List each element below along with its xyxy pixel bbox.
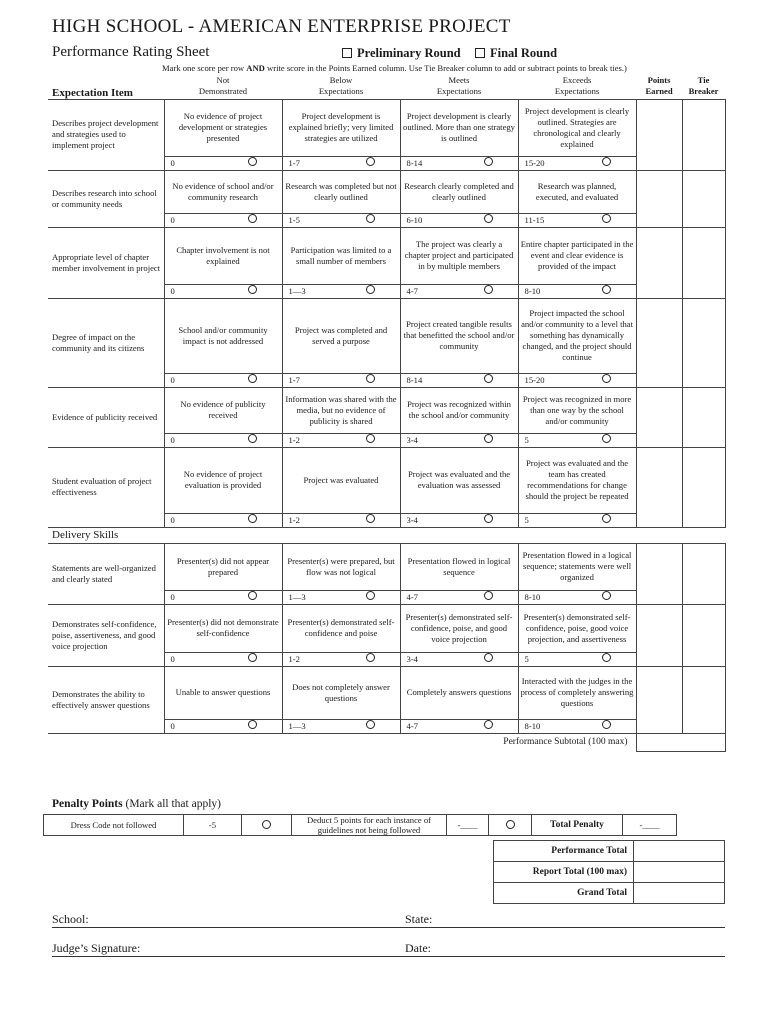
score-radio[interactable] [459,156,518,170]
score-radio[interactable] [577,213,636,227]
report-total-label: Report Total (100 max) [494,862,634,883]
rating-row [48,170,725,213]
level-description: Project created tangible results that benefitted the school and/or community [400,298,518,373]
level-description: Project impacted the school and/or community to a level that something has dynamically changed, and the project should continue [518,298,636,373]
score-radio[interactable] [341,156,400,170]
score-range: 0 [164,433,223,447]
school-line[interactable] [52,927,725,928]
score-range: 6-10 [400,213,459,227]
level-description: School and/or community impact is not addressed [164,298,282,373]
total-penalty-blank[interactable]: -____ [623,815,677,836]
level-description: Presenter(s) demonstrated self-confidence and poise [282,604,400,652]
level-description: Participation was limited to a small number of members [282,227,400,284]
score-range: 4-7 [400,590,459,604]
radio-circle-icon [248,434,257,443]
radio-circle-icon [262,820,271,829]
level-description: Interacted with the judges in the process of completely answering questions [518,666,636,719]
radio-circle-icon [484,653,493,662]
score-radio[interactable] [341,373,400,387]
checkbox-icon [475,48,485,58]
penalty-title: Penalty Points (Mark all that apply) [52,798,221,810]
radio-circle-icon [484,374,493,383]
radio-circle-icon [602,214,611,223]
state-label: State: [405,912,433,926]
header-meets-expectations: Meets Expectations [436,74,482,96]
score-range: 5 [518,513,577,527]
tie-breaker-cell[interactable] [682,227,725,298]
tie-breaker-cell[interactable] [682,387,725,447]
radio-circle-icon [602,653,611,662]
score-radio[interactable] [223,719,282,733]
penalty-table [43,814,677,836]
score-range: 0 [164,652,223,666]
radio-circle-icon [602,434,611,443]
radio-circle-icon [484,214,493,223]
date-label: Date: [405,941,431,955]
level-description: Completely answers questions [400,666,518,719]
radio-circle-icon [248,653,257,662]
penalty-guidelines-blank[interactable]: -____ [447,815,489,836]
penalty-dress-code-radio[interactable] [242,815,292,836]
score-range: 3-4 [400,652,459,666]
radio-circle-icon [484,720,493,729]
score-radio[interactable] [577,284,636,298]
score-range: 11-15 [518,213,577,227]
score-radio[interactable] [459,284,518,298]
score-range: 1—3 [282,590,341,604]
radio-circle-icon [248,591,257,600]
radio-circle-icon [248,157,257,166]
score-range: 3-4 [400,433,459,447]
points-earned-cell[interactable] [636,298,682,387]
score-radio[interactable] [341,433,400,447]
score-radio[interactable] [577,433,636,447]
score-range: 4-7 [400,284,459,298]
level-description: No evidence of school and/or community research [164,170,282,213]
radio-circle-icon [248,720,257,729]
radio-circle-icon [366,653,375,662]
radio-circle-icon [366,720,375,729]
score-radio[interactable] [577,156,636,170]
score-radio[interactable] [223,213,282,227]
level-description: Presenter(s) were prepared, but flow was not logical [282,543,400,590]
score-range: 1-7 [282,156,341,170]
expectation-item: Evidence of publicity received [48,387,164,447]
radio-circle-icon [248,374,257,383]
level-description: Presenter(s) did not appear prepared [164,543,282,590]
level-description: Project was evaluated [282,447,400,513]
score-radio[interactable] [577,373,636,387]
radio-circle-icon [366,285,375,294]
points-earned-cell[interactable] [636,227,682,298]
radio-circle-icon [484,514,493,523]
score-range: 1—3 [282,284,341,298]
radio-circle-icon [484,434,493,443]
radio-circle-icon [602,591,611,600]
grand-total-label: Grand Total [494,883,634,904]
page-title: HIGH SCHOOL - AMERICAN ENTERPRISE PROJECT [52,16,511,37]
level-description: No evidence of project evaluation is provided [164,447,282,513]
level-description: No evidence of publicity received [164,387,282,433]
header-tie-breaker: Tie Breaker [688,74,719,96]
level-description: Research was completed but not clearly outlined [282,170,400,213]
score-range: 0 [164,213,223,227]
tie-breaker-cell[interactable] [682,447,725,527]
expectation-item: Statements are well-organized and clearly stated [48,543,164,604]
radio-circle-icon [602,157,611,166]
radio-circle-icon [366,514,375,523]
level-description: Research was planned, executed, and evaluated [518,170,636,213]
score-range: 3-4 [400,513,459,527]
radio-circle-icon [602,374,611,383]
score-range: 1-2 [282,652,341,666]
score-range: 1-2 [282,513,341,527]
score-radio[interactable] [577,513,636,527]
radio-circle-icon [248,285,257,294]
score-radio[interactable] [223,156,282,170]
score-range: 1-5 [282,213,341,227]
level-description: Project development is clearly outlined. Strategies are chronological and clearly explained [518,99,636,156]
expectation-item: Describes project development and strategies used to implement project [48,99,164,170]
rating-row [48,387,725,433]
score-range: 0 [164,373,223,387]
score-radio[interactable] [223,373,282,387]
radio-circle-icon [602,720,611,729]
level-description: Project was evaluated and the team has created recommendations for change should the project be repeated [518,447,636,513]
score-range: 4-7 [400,719,459,733]
score-radio[interactable] [459,513,518,527]
level-description: Project development is explained briefly; very limited strategies are utilized [282,99,400,156]
final-round-checkbox[interactable]: Final Round [475,46,557,61]
points-earned-cell[interactable] [636,604,682,666]
header-expectation-item: Expectation Item [52,86,133,99]
rating-row [48,227,725,284]
score-range: 0 [164,156,223,170]
header-exceeds-expectations: Exceeds Expectations [554,74,600,96]
radio-circle-icon [366,591,375,600]
level-description: Does not completely answer questions [282,666,400,719]
level-description: Unable to answer questions [164,666,282,719]
rating-row [48,604,725,652]
totals-table [493,840,725,904]
score-radio[interactable] [459,652,518,666]
score-range: 0 [164,719,223,733]
rating-table [48,73,726,752]
points-earned-cell[interactable] [636,447,682,527]
level-description: Chapter involvement is not explained [164,227,282,284]
radio-circle-icon [484,157,493,166]
instructions: Mark one score per row AND write score in the Points Earned column. Use Tie Breaker column to add or subtract points to break ties.) [162,63,627,73]
score-radio[interactable] [341,513,400,527]
points-earned-cell[interactable] [636,666,682,733]
score-radio[interactable] [459,373,518,387]
rating-row [48,99,725,156]
radio-circle-icon [484,285,493,294]
score-range: 8-14 [400,156,459,170]
score-radio[interactable] [341,213,400,227]
penalty-dress-code-points: -5 [184,815,242,836]
report-total-value[interactable] [634,862,725,883]
radio-circle-icon [602,514,611,523]
tie-breaker-cell[interactable] [682,99,725,170]
expectation-item: Demonstrates the ability to effectively answer questions [48,666,164,733]
points-earned-cell[interactable] [636,387,682,447]
radio-circle-icon [484,591,493,600]
score-radio[interactable] [223,513,282,527]
level-description: Presenter(s) did not demonstrate self-confidence [164,604,282,652]
tie-breaker-cell[interactable] [682,604,725,666]
expectation-item: Demonstrates self-confidence, poise, assertiveness, and good voice projection [48,604,164,666]
level-description: Entire chapter participated in the event and clear evidence is provided of the impact [518,227,636,284]
sheet-subtitle: Performance Rating Sheet [52,44,210,60]
header-points-earned: Points Earned [645,74,673,96]
score-radio[interactable] [459,433,518,447]
rating-row [48,298,725,373]
level-description: Presenter(s) demonstrated self-confidence, poise, and good voice projection [400,604,518,652]
level-description: Project was recognized within the school and/or community [400,387,518,433]
radio-circle-icon [602,285,611,294]
tie-breaker-cell[interactable] [682,170,725,227]
score-radio[interactable] [223,284,282,298]
penalty-guidelines-radio[interactable] [489,815,532,836]
rating-row [48,666,725,719]
grand-total-value[interactable] [634,883,725,904]
score-range: 0 [164,284,223,298]
score-range: 15-20 [518,156,577,170]
tie-breaker-cell[interactable] [682,298,725,387]
score-range: 8-10 [518,590,577,604]
radio-circle-icon [248,214,257,223]
score-range: 1-7 [282,373,341,387]
header-not-demonstrated: Not Demonstrated [198,74,248,96]
section-title: Delivery Skills [48,527,725,543]
score-radio[interactable] [223,590,282,604]
expectation-item: Degree of impact on the community and its citizens [48,298,164,387]
header-below-expectations: Below Expectations [318,74,364,96]
level-description: Project was evaluated and the evaluation was assessed [400,447,518,513]
performance-subtotal-label: Performance Subtotal (100 max) [48,733,636,751]
score-range: 0 [164,513,223,527]
tie-breaker-cell[interactable] [682,666,725,733]
preliminary-round-checkbox[interactable]: Preliminary Round [342,46,461,61]
score-radio[interactable] [223,433,282,447]
radio-circle-icon [366,434,375,443]
score-range: 5 [518,433,577,447]
expectation-item: Appropriate level of chapter member involvement in project [48,227,164,298]
school-label: School: [52,912,89,926]
performance-total-label: Performance Total [494,841,634,862]
score-range: 1-2 [282,433,341,447]
performance-subtotal-value[interactable] [636,733,725,751]
penalty-guidelines: Deduct 5 points for each instance of guidelines not being followed [292,815,447,836]
radio-circle-icon [248,514,257,523]
signature-line[interactable] [52,956,725,957]
level-description: Project development is clearly outlined. More than one strategy is outlined [400,99,518,156]
radio-circle-icon [366,214,375,223]
level-description: Project was recognized in more than one way by the school and/or community [518,387,636,433]
judge-signature-label: Judge’s Signature: [52,941,141,955]
score-range: 15-20 [518,373,577,387]
score-range: 0 [164,590,223,604]
score-radio[interactable] [459,719,518,733]
level-description: Project was completed and served a purpose [282,298,400,373]
level-description: Information was shared with the media, but no evidence of publicity is shared [282,387,400,433]
total-penalty-label: Total Penalty [532,815,623,836]
radio-circle-icon [506,820,515,829]
score-range: 8-14 [400,373,459,387]
level-description: No evidence of project development or strategies presented [164,99,282,156]
score-range: 5 [518,652,577,666]
score-radio[interactable] [577,652,636,666]
points-earned-cell[interactable] [636,543,682,604]
tie-breaker-cell[interactable] [682,543,725,604]
score-range: 1—3 [282,719,341,733]
level-description: Presentation flowed in a logical sequence; statements were well organized [518,543,636,590]
level-description: The project was clearly a chapter project and participated in by multiple members [400,227,518,284]
level-description: Presenter(s) demonstrated self-confidence, poise, good voice projection, and assertiveness [518,604,636,652]
radio-circle-icon [366,374,375,383]
score-radio[interactable] [577,719,636,733]
radio-circle-icon [366,157,375,166]
score-radio[interactable] [223,652,282,666]
level-description: Research clearly completed and clearly outlined [400,170,518,213]
expectation-item: Describes research into school or community needs [48,170,164,227]
level-description: Presentation flowed in logical sequence [400,543,518,590]
score-radio[interactable] [459,213,518,227]
points-earned-cell[interactable] [636,99,682,170]
score-range: 8-10 [518,284,577,298]
score-radio[interactable] [341,284,400,298]
score-range: 8-10 [518,719,577,733]
rating-row [48,447,725,513]
points-earned-cell[interactable] [636,170,682,227]
penalty-dress-code: Dress Code not followed [44,815,184,836]
score-radio[interactable] [341,719,400,733]
score-radio[interactable] [459,590,518,604]
score-radio[interactable] [577,590,636,604]
score-radio[interactable] [341,590,400,604]
performance-total-value[interactable] [634,841,725,862]
rating-row [48,543,725,590]
expectation-item: Student evaluation of project effectiveness [48,447,164,527]
score-radio[interactable] [341,652,400,666]
checkbox-icon [342,48,352,58]
